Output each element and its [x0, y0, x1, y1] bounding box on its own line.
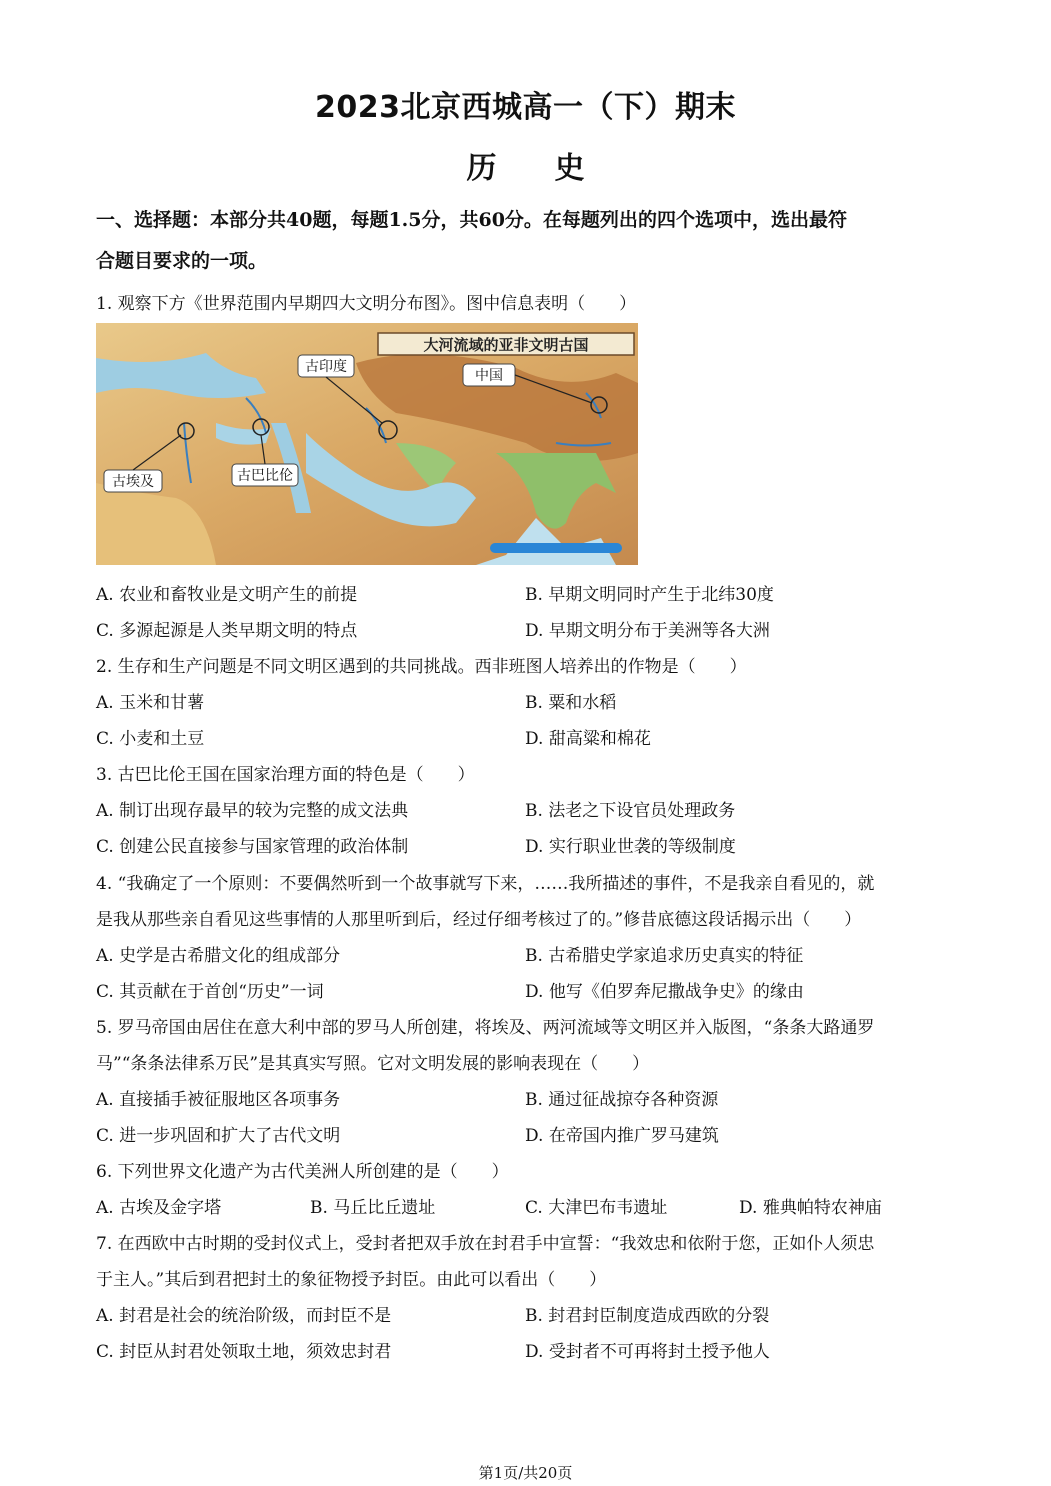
q6-option-a[interactable]: A. 古埃及金字塔 — [96, 1198, 222, 1218]
q4-option-a[interactable]: A. 史学是古希腊文化的组成部分 — [96, 946, 341, 966]
q4-option-d[interactable]: D. 他写《伯罗奔尼撒战争史》的缘由 — [525, 982, 804, 1002]
page-title: 2023北京西城高一（下）期末 — [315, 90, 736, 125]
q3-option-b[interactable]: B. 法老之下设官员处理政务 — [525, 801, 736, 821]
q4-option-c[interactable]: C. 其贡献在于首创“历史”一词 — [96, 982, 324, 1002]
civilization-map — [96, 323, 638, 565]
q5-option-b[interactable]: B. 通过征战掠夺各种资源 — [525, 1090, 719, 1110]
question-7-stem-line1: 7. 在西欧中古时期的受封仪式上，受封者把双手放在封君手中宣誓：“我效忠和依附于您，正如仆人须忠 — [96, 1234, 875, 1254]
question-5-stem-line1: 5. 罗马帝国由居住在意大利中部的罗马人所创建，将埃及、两河流域等文明区并入版图，“条条大路通罗 — [96, 1018, 875, 1038]
map-label-india: 古印度 — [305, 359, 347, 375]
q5-option-c[interactable]: C. 进一步巩固和扩大了古代文明 — [96, 1126, 341, 1146]
question-4-stem-line2: 是我从那些亲自看见这些事情的人那里听到后，经过仔细考核过了的。”修昔底德这段话揭示出（ ） — [96, 910, 862, 930]
q1-option-c[interactable]: C. 多源起源是人类早期文明的特点 — [96, 621, 358, 641]
map-label-china: 中国 — [475, 368, 503, 384]
question-2-stem: 2. 生存和生产问题是不同文明区遇到的共同挑战。西非班图人培养出的作物是（ ） — [96, 657, 747, 677]
map-banner: 大河流域的亚非文明古国 — [423, 336, 589, 354]
q7-option-d[interactable]: D. 受封者不可再将封土授予他人 — [525, 1342, 770, 1362]
q1-option-d[interactable]: D. 早期文明分布于美洲等各大洲 — [525, 621, 770, 641]
map-label-egypt: 古埃及 — [112, 474, 154, 490]
q6-option-d[interactable]: D. 雅典帕特农神庙 — [739, 1198, 882, 1218]
q5-option-d[interactable]: D. 在帝国内推广罗马建筑 — [525, 1126, 719, 1146]
question-1-stem: 1. 观察下方《世界范围内早期四大文明分布图》。图中信息表明（ ） — [96, 294, 637, 314]
page-footer: 第1页/共20页 — [478, 1464, 573, 1482]
q2-option-d[interactable]: D. 甜高粱和棉花 — [525, 729, 651, 749]
subject-title: 历史 — [466, 151, 643, 186]
q7-option-a[interactable]: A. 封君是社会的统治阶级，而封臣不是 — [96, 1306, 392, 1326]
q2-option-b[interactable]: B. 粟和水稻 — [525, 693, 617, 713]
q7-option-c[interactable]: C. 封臣从封君处领取土地，须效忠封君 — [96, 1342, 392, 1362]
q5-option-a[interactable]: A. 直接插手被征服地区各项事务 — [96, 1090, 341, 1110]
q7-option-b[interactable]: B. 封君封臣制度造成西欧的分裂 — [525, 1306, 770, 1326]
q1-option-a[interactable]: A. 农业和畜牧业是文明产生的前提 — [96, 585, 358, 605]
q6-option-c[interactable]: C. 大津巴布韦遗址 — [525, 1198, 668, 1218]
q3-option-c[interactable]: C. 创建公民直接参与国家管理的政治体制 — [96, 837, 409, 857]
q2-option-a[interactable]: A. 玉米和甘薯 — [96, 693, 205, 713]
q6-option-b[interactable]: B. 马丘比丘遗址 — [310, 1198, 436, 1218]
question-4-stem-line1: 4. “我确定了一个原则：不要偶然听到一个故事就写下来，……我所描述的事件，不是我亲自看见的，就 — [96, 874, 875, 894]
question-5-stem-line2: 马”“条条法律系万民”是其真实写照。它对文明发展的影响表现在（ ） — [96, 1054, 650, 1074]
q4-option-b[interactable]: B. 古希腊史学家追求历史真实的特征 — [525, 946, 804, 966]
question-3-stem: 3. 古巴比伦王国在国家治理方面的特色是（ ） — [96, 765, 475, 785]
question-7-stem-line2: 于主人。”其后到君把封土的象征物授予封臣。由此可以看出（ ） — [96, 1270, 607, 1290]
section-heading-line1: 一、选择题：本部分共40题，每题1.5分，共60分。在每题列出的四个选项中，选出最符 — [96, 209, 847, 231]
q3-option-a[interactable]: A. 制订出现存最早的较为完整的成文法典 — [96, 801, 409, 821]
question-6-stem: 6. 下列世界文化遗产为古代美洲人所创建的是（ ） — [96, 1162, 509, 1182]
section-heading-line2: 合题目要求的一项。 — [96, 250, 268, 272]
q1-option-b[interactable]: B. 早期文明同时产生于北纬30度 — [525, 585, 774, 605]
q3-option-d[interactable]: D. 实行职业世袭的等级制度 — [525, 837, 736, 857]
q2-option-c[interactable]: C. 小麦和土豆 — [96, 729, 205, 749]
map-label-babylon: 古巴比伦 — [237, 468, 293, 484]
